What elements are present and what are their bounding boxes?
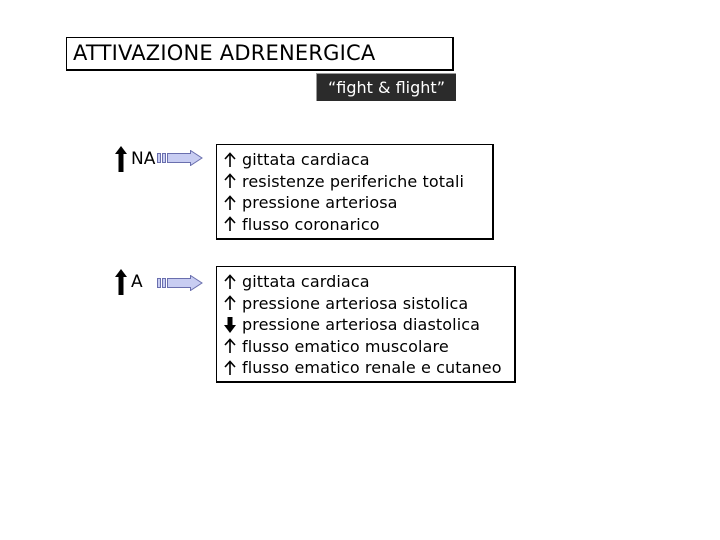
increase-arrow-icon: [223, 295, 237, 311]
increase-arrow-icon: [223, 173, 237, 189]
hormone-na: [114, 146, 155, 172]
decrease-arrow-icon: [223, 317, 237, 333]
increase-arrow-icon: [223, 360, 237, 376]
increase-arrow-icon: [114, 269, 128, 295]
effect-text: gittata cardiaca: [242, 150, 370, 170]
effect-item: [223, 314, 514, 336]
effect-text: pressione arteriosa sistolica: [242, 293, 469, 313]
subtitle-box: [316, 73, 456, 101]
effect-item: [223, 214, 492, 236]
increase-arrow-icon: [114, 146, 128, 172]
effect-item: [223, 336, 514, 358]
title-box: [66, 37, 454, 71]
effect-text: flusso coronarico: [242, 214, 380, 234]
hormone-label: NA: [131, 149, 156, 169]
effect-item: [223, 149, 492, 171]
effects-list: [223, 271, 514, 379]
effect-item: [223, 293, 514, 315]
effect-text: flusso ematico renale e cutaneo: [242, 358, 502, 378]
effect-item: [223, 357, 514, 379]
effect-text: resistenze periferiche totali: [242, 171, 465, 191]
hormone-label: A: [131, 272, 143, 292]
effect-item: [223, 192, 492, 214]
increase-arrow-icon: [223, 274, 237, 290]
page-subtitle: “fight & flight”: [328, 78, 445, 97]
increase-arrow-icon: [223, 216, 237, 232]
effect-item: [223, 271, 514, 293]
increase-arrow-icon: [223, 152, 237, 168]
increase-arrow-icon: [223, 195, 237, 211]
effect-text: pressione arteriosa diastolica: [242, 315, 481, 335]
increase-arrow-icon: [223, 338, 237, 354]
effect-item: [223, 171, 492, 193]
right-arrow-icon: [157, 275, 203, 291]
effects-box-a: [216, 266, 516, 383]
effects-box-na: [216, 144, 494, 240]
effect-text: gittata cardiaca: [242, 272, 370, 292]
hormone-a: [114, 269, 143, 295]
page-title: ATTIVAZIONE ADRENERGICA: [73, 41, 376, 65]
right-arrow-icon: [157, 150, 203, 166]
effects-list: [223, 149, 492, 235]
effect-text: pressione arteriosa: [242, 193, 398, 213]
effect-text: flusso ematico muscolare: [242, 336, 449, 356]
